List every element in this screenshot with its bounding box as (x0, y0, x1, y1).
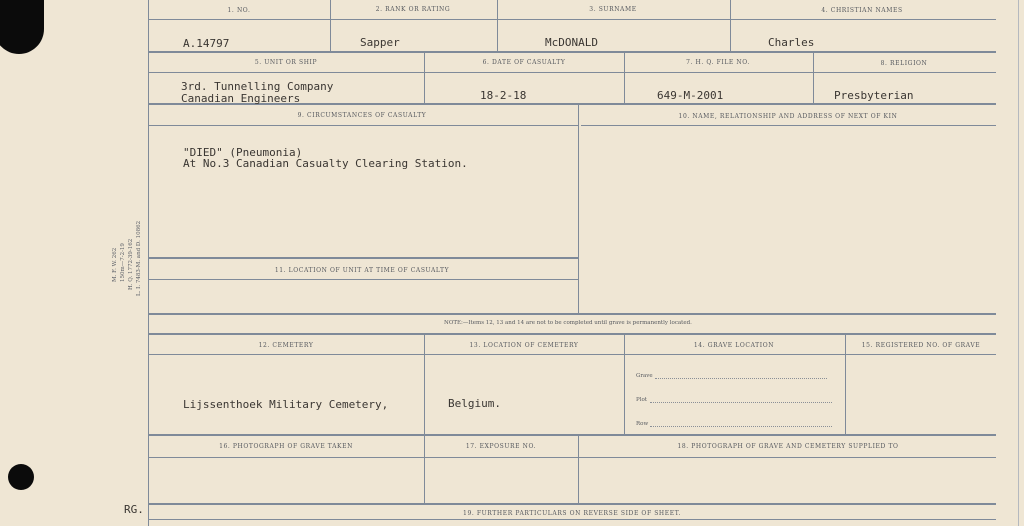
grave-field-line (655, 378, 827, 379)
circumstances-line-2: At No.3 Canadian Casualty Clearing Station. (183, 157, 468, 170)
divider (424, 333, 425, 435)
divider (148, 519, 996, 520)
note: NOTE:—Items 12, 13 and 14 are not to be completed until grave is permanently located. (444, 320, 692, 326)
header-photo-supplied: 18. PHOTOGRAPH OF GRAVE AND CEMETERY SUPPLIED TO (677, 443, 899, 450)
punch-hole-bottom (8, 464, 34, 490)
header-unit: 5. UNIT OR SHIP (254, 59, 318, 66)
row-field-line (650, 426, 832, 427)
unit-line-1: 3rd. Tunnelling Company (181, 80, 334, 93)
divider (148, 354, 996, 355)
punch-hole-top (0, 0, 44, 54)
cemetery-name: Lijssenthoek Military Cemetery, (183, 398, 389, 411)
religion: Presbyterian (834, 89, 914, 102)
header-further-particulars: 19. FURTHER PARTICULARS ON REVERSE SIDE OF SHEET. (463, 510, 681, 517)
divider (424, 434, 425, 504)
grave-field-label: Grave (636, 373, 653, 379)
divider (148, 72, 996, 73)
unit-line-2: Canadian Engineers (181, 92, 301, 105)
divider (813, 51, 814, 103)
hq-file-no: 649-M-2001 (657, 89, 724, 102)
side-print-line: 150m—7-2-19 (120, 243, 126, 282)
divider (578, 103, 579, 314)
cemetery-location: Belgium. (448, 397, 501, 410)
corner-mark: RG. (124, 503, 144, 516)
header-exposure: 17. EXPOSURE NO. (465, 443, 537, 450)
divider (148, 19, 996, 20)
divider (424, 51, 425, 103)
divider (578, 434, 579, 504)
rank: Sapper (360, 36, 400, 49)
header-hq-file: 7. H. Q. FILE NO. (686, 59, 750, 66)
service-number: A.14797 (183, 37, 230, 50)
divider (148, 313, 996, 315)
right-border (1018, 0, 1019, 526)
divider (148, 51, 996, 53)
divider (148, 279, 578, 280)
header-christian-names: 4. CHRISTIAN NAMES (821, 7, 903, 14)
header-cemetery: 12. CEMETERY (258, 342, 314, 349)
divider (730, 0, 731, 51)
divider (148, 434, 996, 436)
divider (148, 503, 996, 505)
divider (624, 333, 625, 435)
christian-names: Charles (768, 36, 815, 49)
divider (148, 125, 578, 126)
divider (148, 333, 996, 335)
plot-field-label: Plot (636, 397, 647, 403)
divider (581, 125, 996, 126)
header-date: 6. DATE OF CASUALTY (482, 59, 566, 66)
divider (148, 257, 578, 259)
divider (148, 457, 996, 458)
header-next-of-kin: 10. NAME, RELATIONSHIP AND ADDRESS OF NEXT OF KIN (678, 113, 898, 120)
header-surname: 3. SURNAME (589, 6, 637, 13)
side-print-line: M. F. W. 262 (112, 247, 118, 282)
divider (845, 333, 846, 435)
header-registered-no: 15. REGISTERED NO. OF GRAVE (861, 342, 981, 349)
header-grave-location: 14. GRAVE LOCATION (693, 342, 775, 349)
header-location-unit: 11. LOCATION OF UNIT AT TIME OF CASUALTY (274, 267, 450, 274)
header-location-cemetery: 13. LOCATION OF CEMETERY (469, 342, 579, 349)
header-photo-taken: 16. PHOTOGRAPH OF GRAVE TAKEN (219, 443, 353, 450)
header-no: 1. NO. (227, 7, 251, 14)
plot-field-line (650, 402, 832, 403)
divider (497, 0, 498, 51)
header-religion: 8. RELIGION (880, 60, 928, 67)
divider (330, 0, 331, 51)
side-print-line: L. I. 7483-M. and D. 10862 (136, 220, 142, 296)
row-field-label: Row (636, 421, 649, 427)
date-of-casualty: 18-2-18 (480, 89, 527, 102)
header-rank: 2. RANK OR RATING (375, 6, 451, 13)
left-border (148, 0, 149, 526)
side-print-line: H. Q. 1772-39-162 (128, 238, 134, 290)
surname: McDONALD (545, 36, 598, 49)
circumstances-line-1: "DIED" (Pneumonia) (183, 146, 303, 159)
divider (624, 51, 625, 103)
header-circumstances: 9. CIRCUMSTANCES OF CASUALTY (297, 112, 427, 119)
